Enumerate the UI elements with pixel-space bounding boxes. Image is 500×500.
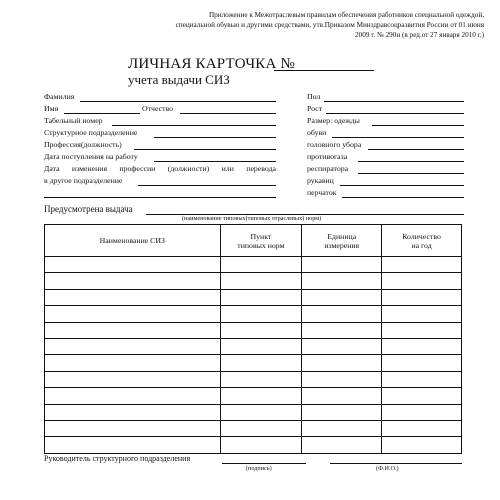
change-date-field[interactable] <box>138 185 276 186</box>
header-ppe-name: Наименование СИЗ <box>45 225 221 257</box>
table-cell[interactable] <box>382 404 462 420</box>
surname-field[interactable] <box>80 101 276 102</box>
table-cell[interactable] <box>220 420 302 436</box>
table-cell[interactable] <box>220 289 302 305</box>
personnel-number-field[interactable] <box>112 125 276 126</box>
table-cell[interactable] <box>302 355 382 371</box>
table-cell[interactable] <box>45 388 221 404</box>
table-body <box>45 257 462 454</box>
regulation-note-line: Приложение к Межотраслевым правилам обеспечения работников специальной одеждой, <box>208 11 484 19</box>
card-number-field[interactable] <box>274 70 374 71</box>
height-label: Рост <box>307 104 323 113</box>
table-cell[interactable] <box>382 420 462 436</box>
table-cell[interactable] <box>220 437 302 453</box>
table-cell[interactable] <box>302 371 382 387</box>
signature-label: Руководитель структурного подразделения <box>44 454 191 463</box>
table-cell[interactable] <box>382 322 462 338</box>
table-header-row <box>45 225 462 257</box>
table-cell[interactable] <box>220 273 302 289</box>
regulation-note-line: специальной обувью и другими средствами, утв.Приказом Минздравсоцразвития России от 01 июня <box>175 21 484 29</box>
respirator-size-field[interactable] <box>358 173 464 174</box>
provided-label: Предусмотрена выдача <box>44 204 133 214</box>
table-row <box>45 404 462 420</box>
table-row <box>45 371 462 387</box>
hire-date-label: Дата поступления на работу <box>44 152 138 161</box>
table-cell[interactable] <box>382 437 462 453</box>
table-cell[interactable] <box>220 322 302 338</box>
table-cell[interactable] <box>220 388 302 404</box>
table-cell[interactable] <box>45 338 221 354</box>
table-cell[interactable] <box>45 355 221 371</box>
table-cell[interactable] <box>382 371 462 387</box>
table-cell[interactable] <box>45 306 221 322</box>
regulation-note-line: 2009 г. № 290н (в ред.от 27 января 2010 г.) <box>355 31 484 39</box>
ppe-table <box>44 224 462 454</box>
table-cell[interactable] <box>302 388 382 404</box>
table-cell[interactable] <box>382 388 462 404</box>
table-cell[interactable] <box>45 273 221 289</box>
table-cell[interactable] <box>45 289 221 305</box>
patronymic-field[interactable] <box>180 113 276 114</box>
gender-label: Пол <box>307 92 321 101</box>
table-cell[interactable] <box>382 257 462 273</box>
table-row <box>45 306 462 322</box>
shoes-label: обуви <box>307 128 327 137</box>
change-date-field-extra[interactable] <box>44 197 276 198</box>
table-cell[interactable] <box>45 420 221 436</box>
mittens-size-field[interactable] <box>340 185 464 186</box>
header-quantity: Количество на год <box>382 225 462 257</box>
table-row <box>45 289 462 305</box>
signature-hint: (подпись) <box>246 465 272 472</box>
table-row <box>45 420 462 436</box>
table-cell[interactable] <box>382 338 462 354</box>
gas-mask-size-field[interactable] <box>358 161 464 162</box>
table-cell[interactable] <box>302 257 382 273</box>
table-row <box>45 355 462 371</box>
table-cell[interactable] <box>220 338 302 354</box>
table-cell[interactable] <box>45 257 221 273</box>
table-cell[interactable] <box>382 306 462 322</box>
header-unit: Единица измерения <box>302 225 382 257</box>
full-name-hint: (Ф.И.О.) <box>376 465 399 472</box>
size-heading: Размер: <box>307 116 333 125</box>
table-cell[interactable] <box>302 338 382 354</box>
regulation-note <box>124 10 484 40</box>
table-cell[interactable] <box>382 273 462 289</box>
mittens-label: рукавиц <box>307 176 334 185</box>
name-field[interactable] <box>64 113 140 114</box>
table-cell[interactable] <box>382 289 462 305</box>
table-row <box>45 273 462 289</box>
shoes-size-field[interactable] <box>332 137 464 138</box>
gender-field[interactable] <box>324 101 464 102</box>
hire-date-field[interactable] <box>154 161 276 162</box>
provided-hint: (наименование типовых(типовых отраслевых) норм) <box>182 215 322 222</box>
change-date-label: Дата изменения профессии (должности) или перевода <box>44 164 276 173</box>
table-cell[interactable] <box>302 289 382 305</box>
profession-field[interactable] <box>134 149 276 150</box>
patronymic-label: Отчество <box>142 104 174 113</box>
card-title: ЛИЧНАЯ КАРТОЧКА № <box>128 56 296 72</box>
table-row <box>45 322 462 338</box>
table-cell[interactable] <box>45 404 221 420</box>
table-cell[interactable] <box>302 437 382 453</box>
gloves-label: перчаток <box>307 188 337 197</box>
table-cell[interactable] <box>220 306 302 322</box>
table-cell[interactable] <box>302 322 382 338</box>
department-field[interactable] <box>154 137 276 138</box>
profession-label: Профессия(должность) <box>44 140 122 149</box>
table-cell[interactable] <box>302 420 382 436</box>
table-cell[interactable] <box>220 355 302 371</box>
department-label: Структурное подразделение <box>44 128 138 137</box>
table-row <box>45 388 462 404</box>
change-date-label-line2: в другое подразделение <box>44 176 123 185</box>
table-row <box>45 338 462 354</box>
size-label <box>307 116 360 125</box>
clothing-label: одежды <box>334 116 360 125</box>
gloves-size-field[interactable] <box>342 197 464 198</box>
surname-label: Фамилия <box>44 92 75 101</box>
table-cell[interactable] <box>302 273 382 289</box>
name-label: Имя <box>44 104 59 113</box>
personnel-number-label: Табельный номер <box>44 116 103 125</box>
full-name-field[interactable] <box>330 463 462 464</box>
table-cell[interactable] <box>302 306 382 322</box>
table-row <box>45 257 462 273</box>
header-norm-item: Пункт типовых норм <box>220 225 302 257</box>
table-cell[interactable] <box>382 355 462 371</box>
card-subtitle: учета выдачи СИЗ <box>128 72 230 87</box>
headwear-label: головного убора <box>307 140 362 149</box>
signature-field[interactable] <box>222 463 306 464</box>
table-row <box>45 437 462 453</box>
table-cell[interactable] <box>45 371 221 387</box>
table-cell[interactable] <box>220 371 302 387</box>
respirator-label: респиратора <box>307 164 349 173</box>
table-cell[interactable] <box>302 404 382 420</box>
table-cell[interactable] <box>45 322 221 338</box>
gas-mask-label: противогаза <box>307 152 348 161</box>
height-field[interactable] <box>326 113 464 114</box>
clothing-size-field[interactable] <box>372 125 464 126</box>
table-cell[interactable] <box>45 437 221 453</box>
table-cell[interactable] <box>220 404 302 420</box>
table-cell[interactable] <box>220 257 302 273</box>
headwear-size-field[interactable] <box>368 149 464 150</box>
